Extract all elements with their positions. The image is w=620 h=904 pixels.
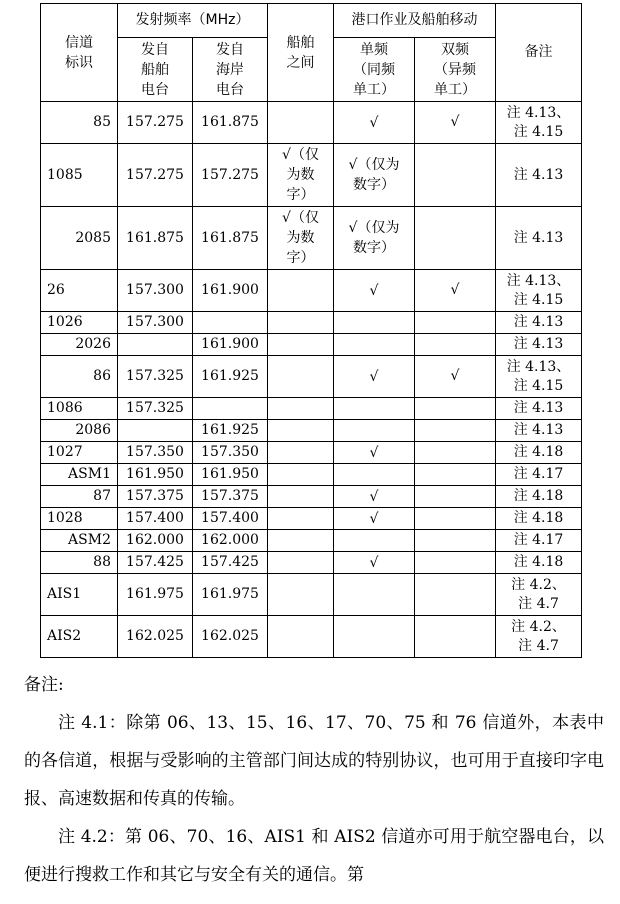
notes-heading: 备注:	[24, 675, 64, 695]
dual-frequency-cell	[415, 574, 496, 616]
table-row	[41, 270, 582, 312]
notes-section	[24, 666, 604, 894]
channel-id-cell: 1027	[41, 442, 118, 464]
header-ship-station: 发自船舶电台	[118, 38, 193, 102]
table-row	[41, 356, 582, 398]
single-frequency-cell: √（仅为数字）	[334, 207, 415, 270]
ship-to-ship-cell	[268, 442, 334, 464]
table-row	[41, 464, 582, 486]
table-row	[41, 334, 582, 356]
single-frequency-cell	[334, 464, 415, 486]
ship-to-ship-cell	[268, 530, 334, 552]
coast-frequency-cell: 161.900	[193, 334, 268, 356]
single-frequency-cell: √	[334, 270, 415, 312]
ship-to-ship-cell	[268, 102, 334, 144]
dual-frequency-cell	[415, 464, 496, 486]
remarks-cell: 注 4.18	[496, 552, 582, 574]
header-channel-id: 信道标识	[41, 4, 118, 102]
ship-frequency-cell	[118, 334, 193, 356]
table-row	[41, 508, 582, 530]
dual-frequency-cell	[415, 398, 496, 420]
ship-to-ship-cell	[268, 312, 334, 334]
remarks-cell: 注 4.17	[496, 464, 582, 486]
note-4-1: 注 4.1：除第 06、13、15、16、17、70、75 和 76 信道外，本表中的各信道，根据与受影响的主管部门间达成的特别协议，也可用于直接印字电报、高速数据和传真的传输。	[24, 713, 604, 809]
channel-frequency-table	[40, 3, 582, 658]
table-row	[41, 574, 582, 616]
single-frequency-cell	[334, 420, 415, 442]
table-row	[41, 420, 582, 442]
ship-frequency-cell: 157.275	[118, 102, 193, 144]
dual-frequency-cell	[415, 207, 496, 270]
remarks-cell: 注 4.13、注 4.15	[496, 102, 582, 144]
header-remarks: 备注	[496, 4, 582, 102]
dual-frequency-cell	[415, 312, 496, 334]
ship-frequency-cell: 162.025	[118, 616, 193, 658]
table-row	[41, 486, 582, 508]
remarks-cell: 注 4.18	[496, 442, 582, 464]
channel-id-cell: AIS1	[41, 574, 118, 616]
single-frequency-cell: √	[334, 486, 415, 508]
table-row	[41, 398, 582, 420]
single-frequency-cell: √	[334, 508, 415, 530]
header-dual-frequency: 双频（异频单工）	[415, 38, 496, 102]
channel-id-cell: 87	[41, 486, 118, 508]
remarks-cell: 注 4.13、注 4.15	[496, 356, 582, 398]
dual-frequency-cell	[415, 530, 496, 552]
ship-to-ship-cell	[268, 508, 334, 530]
ship-to-ship-cell: √（仅为数字）	[268, 144, 334, 207]
coast-frequency-cell: 157.275	[193, 144, 268, 207]
ship-to-ship-cell: √（仅为数字）	[268, 207, 334, 270]
remarks-cell: 注 4.18	[496, 486, 582, 508]
ship-frequency-cell: 157.325	[118, 398, 193, 420]
single-frequency-cell	[334, 616, 415, 658]
dual-frequency-cell	[415, 442, 496, 464]
ship-frequency-cell: 162.000	[118, 530, 193, 552]
single-frequency-cell	[334, 334, 415, 356]
remarks-cell: 注 4.13	[496, 144, 582, 207]
channel-id-cell: 1086	[41, 398, 118, 420]
coast-frequency-cell: 157.400	[193, 508, 268, 530]
dual-frequency-cell	[415, 420, 496, 442]
ship-to-ship-cell	[268, 574, 334, 616]
coast-frequency-cell: 162.000	[193, 530, 268, 552]
ship-to-ship-cell	[268, 270, 334, 312]
single-frequency-cell: √（仅为数字）	[334, 144, 415, 207]
table-row	[41, 552, 582, 574]
channel-id-cell: 26	[41, 270, 118, 312]
header-port-operations: 港口作业及船舶移动	[334, 4, 496, 38]
table-row	[41, 616, 582, 658]
dual-frequency-cell	[415, 144, 496, 207]
table-row	[41, 207, 582, 270]
coast-frequency-cell: 161.950	[193, 464, 268, 486]
table-body	[41, 102, 582, 658]
remarks-cell: 注 4.17	[496, 530, 582, 552]
single-frequency-cell: √	[334, 442, 415, 464]
table-row	[41, 144, 582, 207]
dual-frequency-cell: √	[415, 102, 496, 144]
header-single-frequency: 单频（同频单工）	[334, 38, 415, 102]
coast-frequency-cell	[193, 398, 268, 420]
ship-frequency-cell: 157.300	[118, 270, 193, 312]
header-coast-station: 发自海岸电台	[193, 38, 268, 102]
ship-to-ship-cell	[268, 398, 334, 420]
remarks-cell: 注 4.13	[496, 398, 582, 420]
table-row	[41, 102, 582, 144]
table-row	[41, 530, 582, 552]
coast-frequency-cell: 157.350	[193, 442, 268, 464]
ship-frequency-cell: 157.425	[118, 552, 193, 574]
dual-frequency-cell	[415, 334, 496, 356]
remarks-cell: 注 4.13	[496, 334, 582, 356]
ship-to-ship-cell	[268, 334, 334, 356]
dual-frequency-cell: √	[415, 356, 496, 398]
single-frequency-cell	[334, 312, 415, 334]
dual-frequency-cell	[415, 552, 496, 574]
ship-frequency-cell: 161.950	[118, 464, 193, 486]
table-row	[41, 442, 582, 464]
dual-frequency-cell	[415, 486, 496, 508]
ship-frequency-cell: 157.275	[118, 144, 193, 207]
coast-frequency-cell: 161.975	[193, 574, 268, 616]
channel-id-cell: 1026	[41, 312, 118, 334]
header-tx-frequency: 发射频率（MHz）	[118, 4, 268, 38]
single-frequency-cell: √	[334, 552, 415, 574]
remarks-cell: 注 4.13	[496, 420, 582, 442]
single-frequency-cell	[334, 398, 415, 420]
channel-id-cell: 1085	[41, 144, 118, 207]
channel-id-cell: ASM2	[41, 530, 118, 552]
coast-frequency-cell: 161.875	[193, 207, 268, 270]
header-ship-to-ship: 船舶之间	[268, 4, 334, 102]
coast-frequency-cell: 161.875	[193, 102, 268, 144]
remarks-cell: 注 4.13	[496, 312, 582, 334]
remarks-cell: 注 4.13、注 4.15	[496, 270, 582, 312]
remarks-cell: 注 4.2、注 4.7	[496, 616, 582, 658]
ship-to-ship-cell	[268, 420, 334, 442]
channel-id-cell: 2085	[41, 207, 118, 270]
ship-frequency-cell	[118, 420, 193, 442]
single-frequency-cell: √	[334, 356, 415, 398]
coast-frequency-cell: 161.925	[193, 420, 268, 442]
ship-frequency-cell: 161.875	[118, 207, 193, 270]
remarks-cell: 注 4.13	[496, 207, 582, 270]
channel-id-cell: 2026	[41, 334, 118, 356]
ship-frequency-cell: 157.300	[118, 312, 193, 334]
note-4-2: 注 4.2：第 06、70、16、AIS1 和 AIS2 信道亦可用于航空器电台，以便进行搜救工作和其它与安全有关的通信。第	[24, 827, 604, 885]
table-row	[41, 312, 582, 334]
channel-id-cell: 85	[41, 102, 118, 144]
ship-frequency-cell: 157.400	[118, 508, 193, 530]
coast-frequency-cell: 161.925	[193, 356, 268, 398]
channel-id-cell: 1028	[41, 508, 118, 530]
ship-to-ship-cell	[268, 464, 334, 486]
ship-frequency-cell: 157.375	[118, 486, 193, 508]
ship-to-ship-cell	[268, 616, 334, 658]
coast-frequency-cell: 161.900	[193, 270, 268, 312]
channel-id-cell: 88	[41, 552, 118, 574]
ship-to-ship-cell	[268, 486, 334, 508]
coast-frequency-cell: 157.375	[193, 486, 268, 508]
ship-frequency-cell: 157.350	[118, 442, 193, 464]
coast-frequency-cell	[193, 312, 268, 334]
ship-frequency-cell: 157.325	[118, 356, 193, 398]
ship-to-ship-cell	[268, 356, 334, 398]
coast-frequency-cell: 162.025	[193, 616, 268, 658]
dual-frequency-cell	[415, 616, 496, 658]
single-frequency-cell: √	[334, 102, 415, 144]
dual-frequency-cell	[415, 508, 496, 530]
channel-id-cell: 2086	[41, 420, 118, 442]
channel-id-cell: ASM1	[41, 464, 118, 486]
ship-to-ship-cell	[268, 552, 334, 574]
coast-frequency-cell: 157.425	[193, 552, 268, 574]
single-frequency-cell	[334, 574, 415, 616]
ship-frequency-cell: 161.975	[118, 574, 193, 616]
dual-frequency-cell: √	[415, 270, 496, 312]
single-frequency-cell	[334, 530, 415, 552]
remarks-cell: 注 4.18	[496, 508, 582, 530]
channel-id-cell: AIS2	[41, 616, 118, 658]
remarks-cell: 注 4.2、注 4.7	[496, 574, 582, 616]
channel-id-cell: 86	[41, 356, 118, 398]
